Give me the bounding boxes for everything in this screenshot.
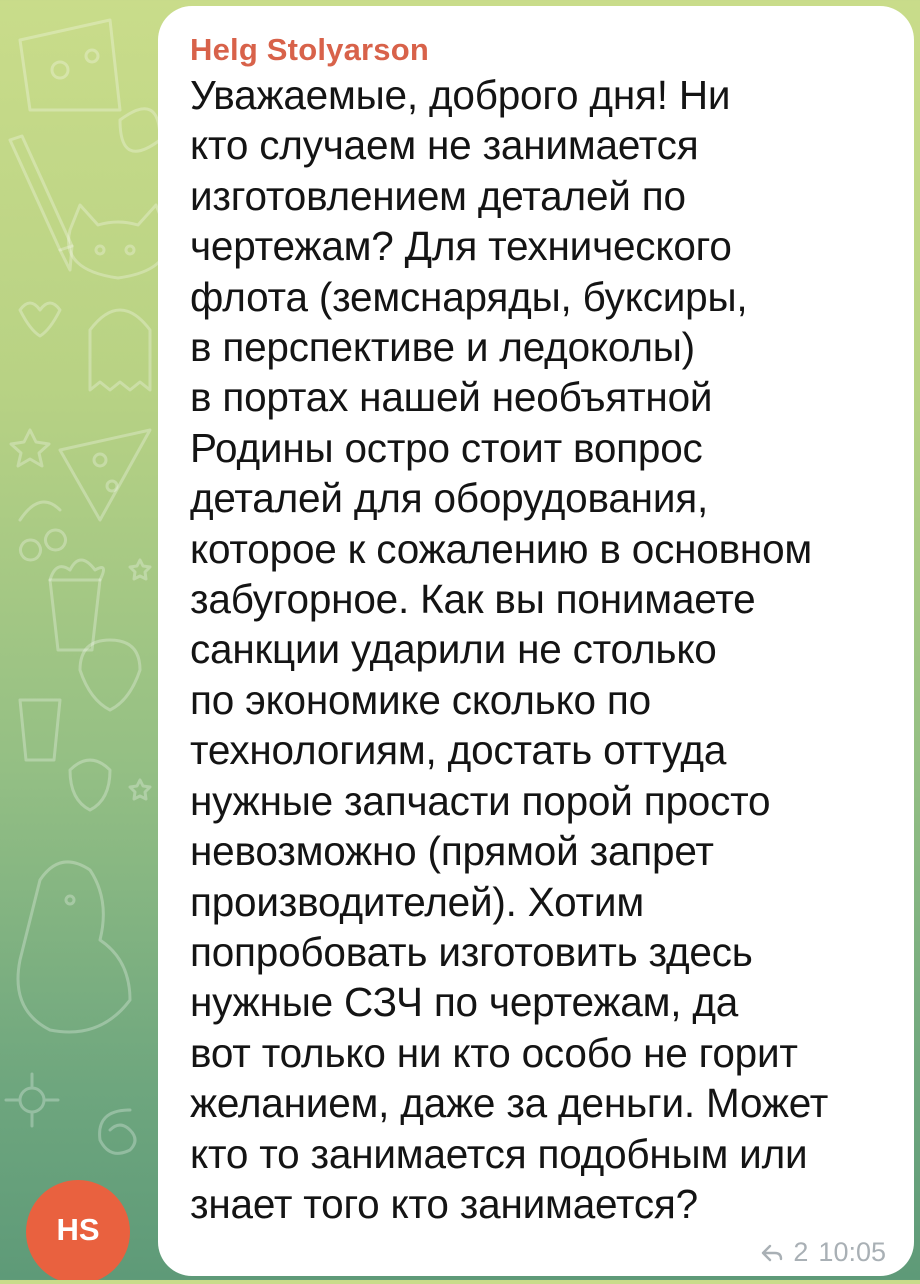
spiral-doodle xyxy=(100,1110,135,1153)
leaf-doodle xyxy=(120,109,160,152)
reply-count[interactable]: 2 xyxy=(793,1237,809,1267)
popcorn-doodle xyxy=(50,580,100,650)
acorn-doodle xyxy=(70,760,110,810)
cherry-doodle xyxy=(20,502,66,560)
heart-doodle xyxy=(20,303,60,336)
message-meta xyxy=(761,1237,886,1268)
flower-doodle xyxy=(6,1074,58,1126)
pencil-doodle xyxy=(10,136,72,250)
dino-doodle xyxy=(18,862,130,1032)
message-text: Уважаемые, доброго дня! Ни кто случаем не занимается изготовлением деталей по чертежам? Для технического флота (земснаряды, буксиры, в перспективе и ледоколы) в портах нашей необъятной Родины остро стоит вопрос деталей для оборудования, которое к сожалению в основном забугорное. Как вы понимаете санкции ударили не столько по экономике сколько по технологиям, достать оттуда нужные запчасти порой просто невозможно (прямой запрет производителей). Хотим попробовать изготовить здесь нужные СЗЧ по чертежам, да вот только ни кто особо не горит желанием, даже за деньги. Может кто то занимается подобным или знает того кто занимается? xyxy=(190,72,829,1227)
message-bubble[interactable] xyxy=(158,6,914,1276)
star-doodle xyxy=(11,430,49,466)
ghost-doodle xyxy=(90,310,150,390)
pizza-doodle xyxy=(60,430,150,520)
cup-doodle xyxy=(20,700,60,760)
avatar-initials: HS xyxy=(56,1212,100,1247)
message-time: 10:05 xyxy=(818,1237,886,1267)
reply-arrow-icon[interactable] xyxy=(761,1244,783,1262)
sender-name[interactable]: Helg Stolyarson xyxy=(190,32,429,67)
cheese-doodle xyxy=(20,20,120,110)
cat-doodle xyxy=(69,205,168,278)
small-star-doodle xyxy=(130,560,150,579)
